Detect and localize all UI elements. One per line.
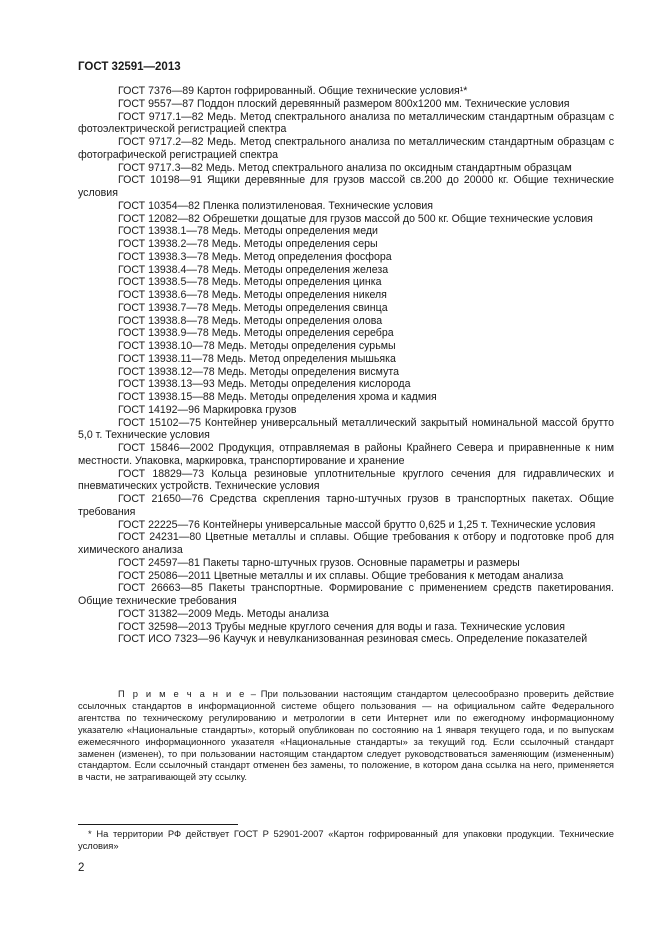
reference-item: ГОСТ 24231—80 Цветные металлы и сплавы. Общие требования к отбору и подготовке проб для химического анализа [78,531,614,556]
reference-item: ГОСТ 32598—2013 Трубы медные круглого сечения для воды и газа. Технические условия [118,620,565,633]
reference-item: ГОСТ 21650—76 Средства скрепления тарно-штучных грузов в транспортных пакетах. Общие требования [78,493,614,518]
reference-item: ГОСТ ИСО 7323—96 Каучук и невулканизованная резиновая смесь. Определение показателей [118,633,588,646]
reference-item: ГОСТ 9717.3—82 Медь. Метод спектрального анализа по оксидным стандартным образцам [118,161,572,174]
reference-item: ГОСТ 24597—81 Пакеты тарно-штучных грузов. Основные параметры и размеры [118,556,520,569]
reference-item: ГОСТ 18829—73 Кольца резиновые уплотнительные круглого сечения для гидравлических и пневматических устройств. Технические условия [78,467,614,493]
reference-item: ГОСТ 9717.2—82 Медь. Метод спектрального анализа по металлическим стандартным образцам с фотографической регистрацией спектра [78,136,614,161]
reference-item: ГОСТ 13938.2—78 Медь. Методы определения серы [118,238,378,250]
reference-item: ГОСТ 13938.10—78 Медь. Методы определения сурьмы [118,340,396,352]
page-header-title: ГОСТ 32591—2013 [78,61,181,73]
reference-item: ГОСТ 13938.5—78 Медь. Методы определения цинка [118,276,382,289]
reference-item: ГОСТ 10198—91 Ящики деревянные для грузов массой св.200 до 20000 кг. Общие технические условия [78,174,614,199]
reference-item: ГОСТ 13938.15—88 Медь. Методы определения хрома и кадмия [118,391,437,403]
reference-item: ГОСТ 12082—82 Обрешетки дощатые для грузов массой до 500 кг. Общие технические условия [118,212,593,225]
reference-item: ГОСТ 9717.1—82 Медь. Метод спектрального анализа по металлическим стандартным образцам с фотоэлектрической регистрацией спектра [78,110,614,136]
reference-item: ГОСТ 9557—87 Поддон плоский деревянный размером 800х1200 мм. Технические условия [118,97,570,110]
reference-item: ГОСТ 31382—2009 Медь. Методы анализа [118,607,329,620]
reference-item: ГОСТ 13938.12—78 Медь. Методы определения висмута [118,365,399,378]
reference-item: ГОСТ 15102—75 Контейнер универсальный металлический закрытый номинальной массой брутто 5,0 т. Технические условия [78,416,614,442]
reference-item: ГОСТ 13938.6—78 Медь. Методы определения никеля [118,289,387,301]
footnote: * На территории РФ действует ГОСТ Р 52901-2007 «Картон гофрированный для упаковки продукции. Технические условия» [78,828,614,851]
note-paragraph [78,688,614,783]
reference-item: ГОСТ 26663—85 Пакеты транспортные. Формирование с применением средств пакетирования. Общие технические требования [78,582,614,607]
reference-item: ГОСТ 13938.7—78 Медь. Методы определения свинца [118,301,388,314]
reference-item: ГОСТ 13938.1—78 Медь. Методы определения меди [118,225,378,238]
normative-references-list [78,85,614,646]
reference-item: ГОСТ 13938.13—93 Медь. Методы определения кислорода [118,378,411,391]
note-label: П р и м е ч а н и е [118,688,246,699]
reference-item: ГОСТ 13938.4—78 Медь. Методы определения железа [118,263,389,276]
note-text: – При пользовании настоящим стандартом целесообразно проверить действие ссылочных стандартов в информационной системе общего пользования — на официальном сайте Федерального агентства по техническому регулированию и метрологии в сети Интернет или по ежегодному информационному указателю «Национальные стандарты», который опубликован по состоянию на 1 января текущего года, и по выпускам ежемесячного информационного указателя «Национальные стандарты» за текущий год. Если ссылочный стандарт заменен (изменен), то при пользовании настоящим стандартом следует руководствоваться заменяющим (измененным) стандартом. Если ссылочный стандарт отменен без замены, то положение, в котором дана ссылка на него, применяется в части, не затрагивающей эту ссылку. [78,688,614,783]
reference-item: ГОСТ 15846—2002 Продукция, отправляемая в районы Крайнего Севера и приравненные к ним местности. Упаковка, маркировка, транспортирование и хранение [78,442,614,467]
reference-item: ГОСТ 13938.9—78 Медь. Методы определения серебра [118,327,394,340]
reference-item: ГОСТ 25086—2011 Цветные металлы и их сплавы. Общие требования к методам анализа [118,569,564,582]
footnote-divider [78,824,238,825]
reference-item: ГОСТ 22225—76 Контейнеры универсальные массой брутто 0,625 и 1,25 т. Технические условия [118,518,596,531]
reference-item: ГОСТ 13938.11—78 Медь. Метод определения мышьяка [118,352,396,365]
reference-item: ГОСТ 13938.3—78 Медь. Метод определения фосфора [118,250,392,263]
reference-item: ГОСТ 10354—82 Пленка полиэтиленовая. Технические условия [118,199,434,212]
reference-item: ГОСТ 13938.8—78 Медь. Методы определения олова [118,314,383,327]
reference-item: ГОСТ 14192—96 Маркировка грузов [118,403,297,416]
page-number: 2 [78,862,85,874]
reference-item: ГОСТ 7376—89 Картон гофрированный. Общие технические условия¹* [118,85,468,97]
